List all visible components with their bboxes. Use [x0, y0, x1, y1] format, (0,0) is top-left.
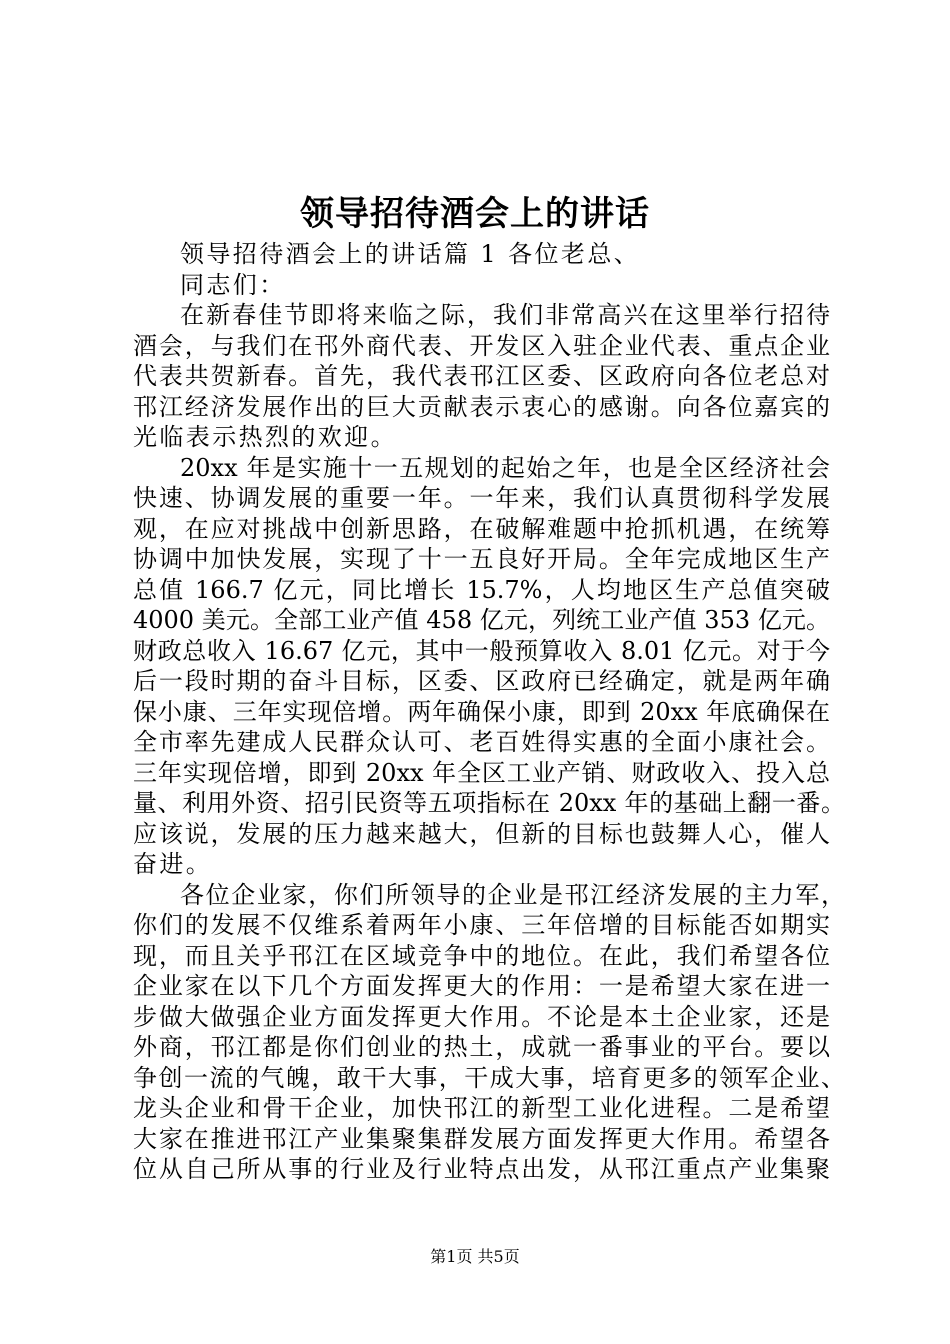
text-line: 协调中加快发展，实现了十一五良好开局。全年完成地区生产 [133, 545, 830, 573]
text-line: 快速、协调发展的重要一年。一年来，我们认真贯彻科学发展 [133, 484, 830, 512]
text-line: 代表共贺新春。首先，我代表邗江区委、区政府向各位老总对 [133, 362, 830, 390]
text-line: 酒会，与我们在邗外商代表、开发区入驻企业代表、重点企业 [133, 331, 830, 360]
text-line: 光临表示热烈的欢迎。 [133, 423, 397, 451]
text-line: 现，而且关乎邗江在区域竞争中的地位。在此，我们希望各位 [133, 941, 830, 970]
text-line: 观，在应对挑战中创新思路，在破解难题中抢抓机遇，在统筹 [133, 514, 830, 543]
text-line: 争创一流的气魄，敢干大事，干成大事，培育更多的领军企业、 [133, 1063, 845, 1092]
text-line: 邗江经济发展作出的巨大贡献表示衷心的感谢。向各位嘉宾的 [133, 392, 830, 421]
text-line: 企业家在以下几个方面发挥更大的作用：一是希望大家在进一 [133, 972, 830, 1000]
text-line: 奋进。 [133, 850, 213, 878]
text-line: 各位企业家，你们所领导的企业是邗江经济发展的主力军， [180, 880, 845, 909]
text-line: 总值 166.7 亿元，同比增长 15.7%，人均地区生产总值突破 [133, 575, 830, 604]
text-line: 你们的发展不仅维系着两年小康、三年倍增的目标能否如期实 [133, 911, 830, 939]
text-line: 外商，邗江都是你们创业的热土，成就一番事业的平台。要以 [133, 1033, 830, 1061]
text-line: 同志们： [180, 270, 286, 299]
text-line: 后一段时期的奋斗目标，区委、区政府已经确定，就是两年确 [133, 667, 830, 695]
text-line: 三年实现倍增，即到 20xx 年全区工业产销、财政收入、投入总 [133, 758, 830, 787]
text-line: 20xx 年是实施十一五规划的起始之年，也是全区经济社会 [180, 453, 830, 482]
text-line: 量、利用外资、招引民资等五项指标在 20xx 年的基础上翻一番。 [133, 789, 845, 817]
text-line: 龙头企业和骨干企业，加快邗江的新型工业化进程。二是希望 [133, 1094, 830, 1122]
text-line: 领导招待酒会上的讲话篇 1 各位老总、 [180, 240, 641, 268]
text-line: 位从自己所从事的行业及行业特点出发，从邗江重点产业集聚 [133, 1155, 830, 1183]
document-title: 领导招待酒会上的讲话 [300, 194, 650, 234]
text-line: 大家在推进邗江产业集聚集群发展方面发挥更大作用。希望各 [133, 1124, 830, 1153]
text-line: 保小康、三年实现倍增。两年确保小康，即到 20xx 年底确保在 [133, 697, 830, 726]
text-line: 在新春佳节即将来临之际，我们非常高兴在这里举行招待 [180, 301, 830, 329]
page-number-footer: 第1页 共5页 [430, 1247, 520, 1266]
text-line: 全市率先建成人民群众认可、老百姓得实惠的全面小康社会。 [133, 728, 830, 756]
text-line: 4000 美元。全部工业产值 458 亿元，列统工业产值 353 亿元。 [133, 606, 830, 634]
text-line: 财政总收入 16.67 亿元，其中一般预算收入 8.01 亿元。对于今 [133, 636, 830, 665]
text-line: 应该说，发展的压力越来越大，但新的目标也鼓舞人心，催人 [133, 819, 830, 848]
document-body [133, 239, 845, 1185]
text-line: 步做大做强企业方面发挥更大作用。不论是本土企业家，还是 [133, 1002, 830, 1031]
